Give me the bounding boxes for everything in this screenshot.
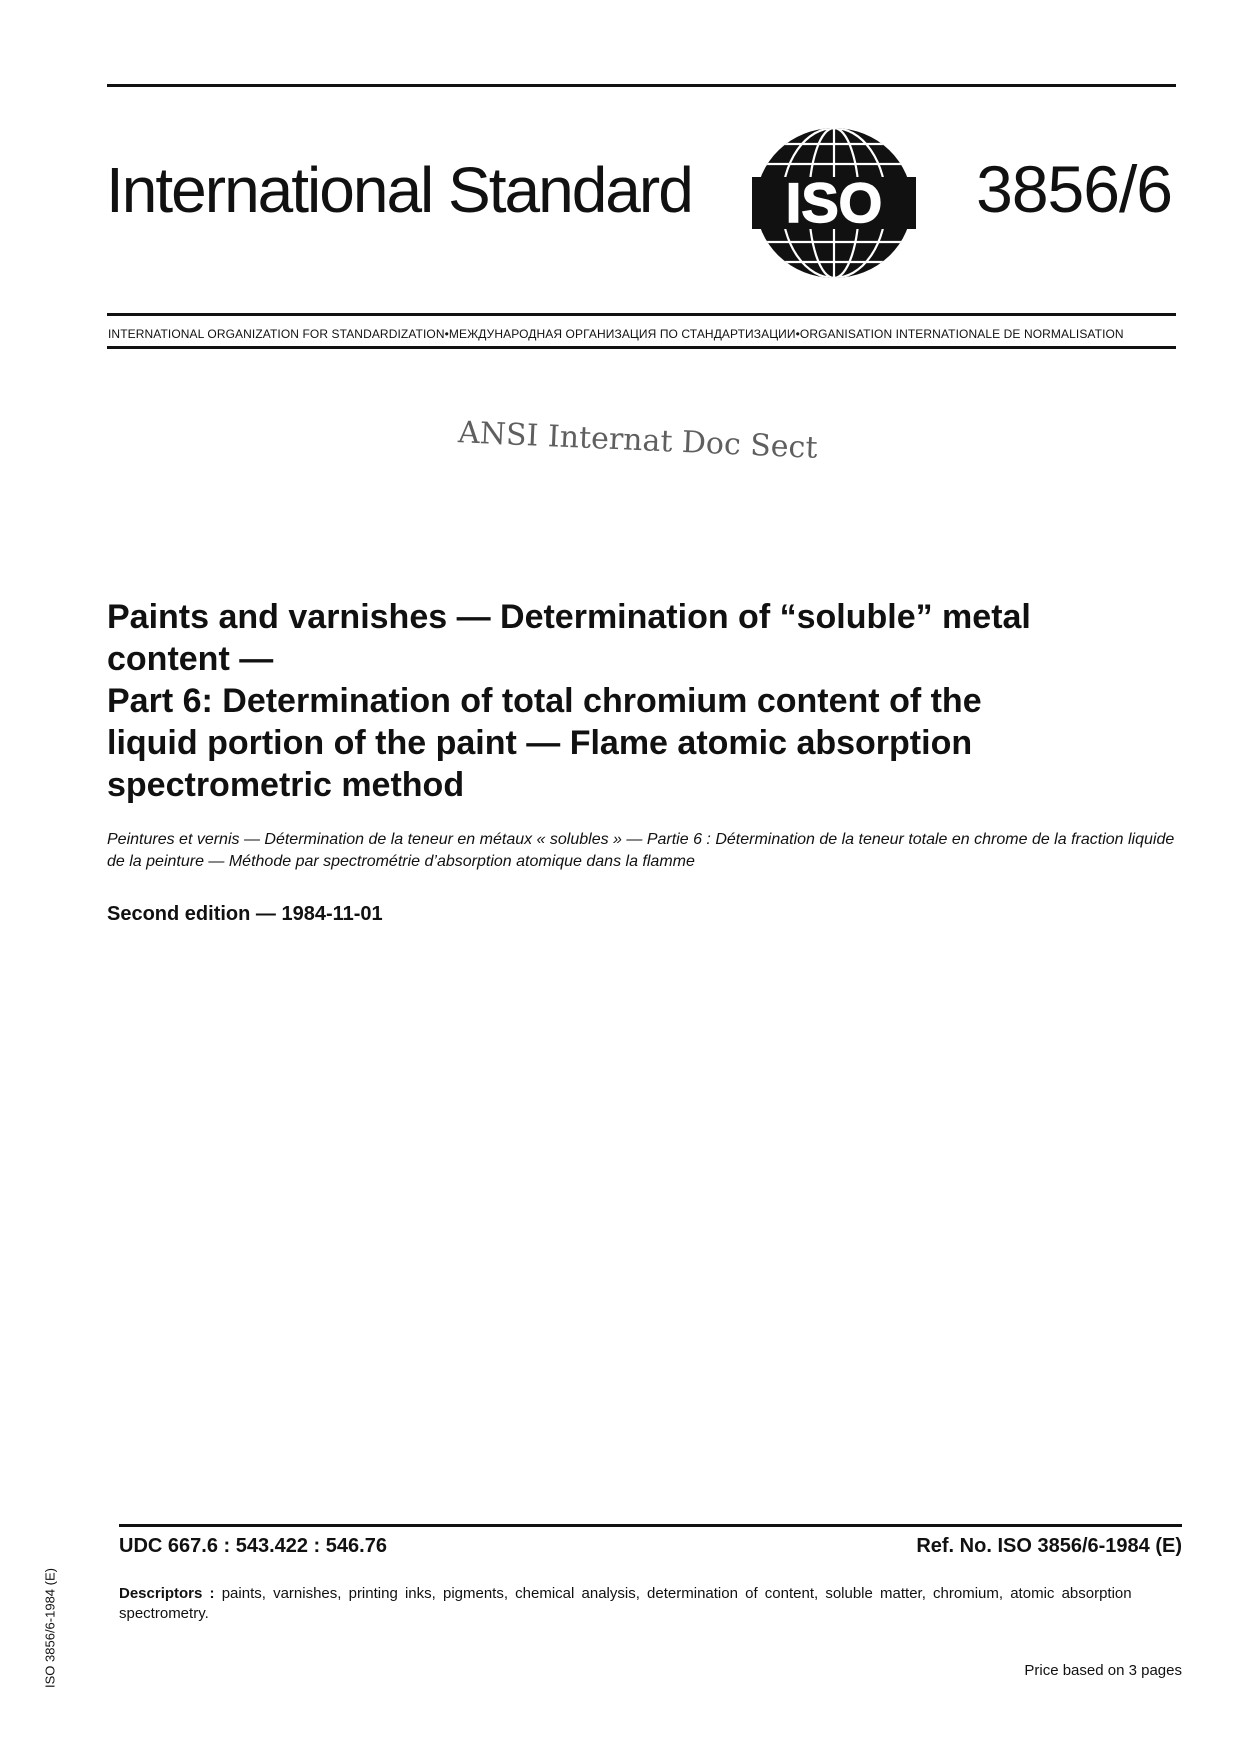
ansi-stamp: ANSI Internat Doc Sect — [457, 415, 819, 466]
document-type-title: International Standard — [106, 154, 692, 226]
side-reference: ISO 3856/6-1984 (E) — [42, 1568, 58, 1688]
standard-number: 3856/6 — [976, 152, 1172, 226]
title-line: spectrometric method — [107, 766, 465, 804]
org-rule-top — [107, 313, 1176, 316]
top-rule — [107, 84, 1176, 87]
title-line: Paints and varnishes — Determination of “soluble” metal — [107, 598, 1031, 636]
title-line: content — — [107, 640, 274, 678]
document-title — [107, 596, 1187, 806]
udc-classification: UDC 667.6 : 543.422 : 546.76 — [119, 1535, 387, 1557]
price-note: Price based on 3 pages — [1024, 1662, 1182, 1679]
edition-date: Second edition — 1984-11-01 — [107, 903, 383, 925]
descriptors — [119, 1584, 1179, 1624]
org-rule-bottom — [107, 346, 1176, 349]
title-line: liquid portion of the paint — Flame atomic absorption — [107, 724, 973, 762]
title-line: Part 6: Determination of total chromium content of the — [107, 682, 982, 720]
organization-line: INTERNATIONAL ORGANIZATION FOR STANDARDIZATION•МЕЖДУНАРОДНАЯ ОРГАНИЗАЦИЯ ПО СТАНДАРТИЗАЦИИ•ORGANISATION INTERNATIONALE DE NORMALISATION — [108, 327, 1124, 341]
descriptors-text: paints, varnishes, printing inks, pigments, chemical analysis, determination of content, soluble matter, chromium, atomic absorption spectrometry. — [119, 1585, 1132, 1622]
iso-logo — [750, 124, 918, 282]
footer-rule — [119, 1524, 1182, 1527]
french-title: Peintures et vernis — Détermination de la teneur en métaux « solubles » — Partie 6 : Détermination de la teneur totale en chrome de la fraction liquide de la peinture — Méthode par spectrométrie d’absorption atomique dans la flamme — [107, 831, 1175, 870]
iso-logo-text: ISO — [785, 171, 883, 234]
descriptors-label: Descriptors : — [119, 1585, 215, 1602]
reference-number: Ref. No. ISO 3856/6-1984 (E) — [916, 1535, 1182, 1557]
